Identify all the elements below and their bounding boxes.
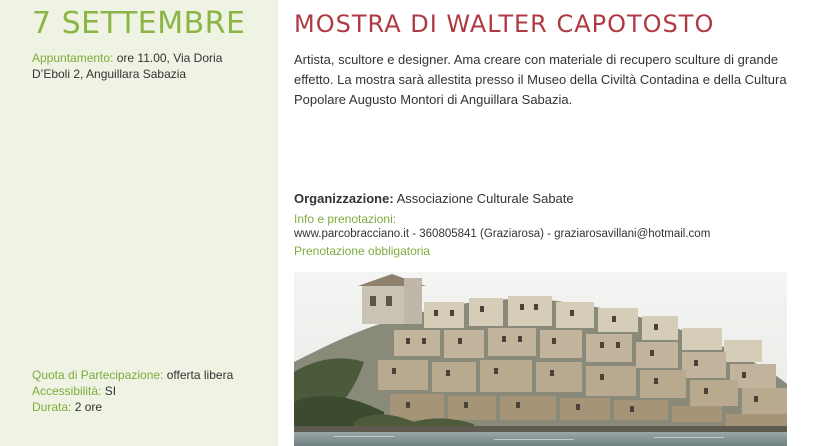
accessibility-row: [32, 383, 272, 399]
duration-row: [32, 399, 272, 415]
event-details: [32, 367, 272, 415]
appointment-text: ore 11.00, Via Doria D’Eboli 2, Anguillara Sabazia: [32, 51, 223, 81]
event-description: Artista, scultore e designer. Ama creare con materiale di recupero sculture di grande effetto. La mostra sarà allestita presso il Museo della Civiltà Contadina e della Cultura Popolare Augusto Montori di Anguillara Sabazia.: [294, 52, 787, 107]
duration-value: 2 ore: [71, 400, 103, 414]
organization-value: Associazione Culturale Sabate: [393, 191, 574, 206]
participation-row: [32, 367, 272, 383]
booking-note: Prenotazione obbligatoria: [294, 244, 431, 258]
town-photo: [294, 272, 787, 446]
appointment-label: Appuntamento:: [32, 51, 114, 65]
appointment-info: [32, 50, 257, 82]
participation-value: offerta libera: [163, 368, 234, 382]
info-heading: Info e prenotazioni:: [294, 212, 397, 226]
event-title: MOSTRA DI WALTER CAPOTOSTO: [294, 10, 715, 38]
organization-line: [294, 191, 574, 206]
accessibility-label: Accessibilità:: [32, 384, 102, 398]
organization-label: Organizzazione:: [294, 191, 394, 206]
contact-details: www.parcobracciano.it - 360805841 (Graziarosa) - graziarosavillani@hotmail.com: [294, 228, 711, 240]
accessibility-value: SI: [101, 384, 117, 398]
column-divider: [278, 0, 282, 446]
event-date: 7 SETTEMBRE: [32, 6, 246, 41]
duration-label: Durata:: [32, 400, 72, 414]
participation-label: Quota di Partecipazione:: [32, 368, 164, 382]
